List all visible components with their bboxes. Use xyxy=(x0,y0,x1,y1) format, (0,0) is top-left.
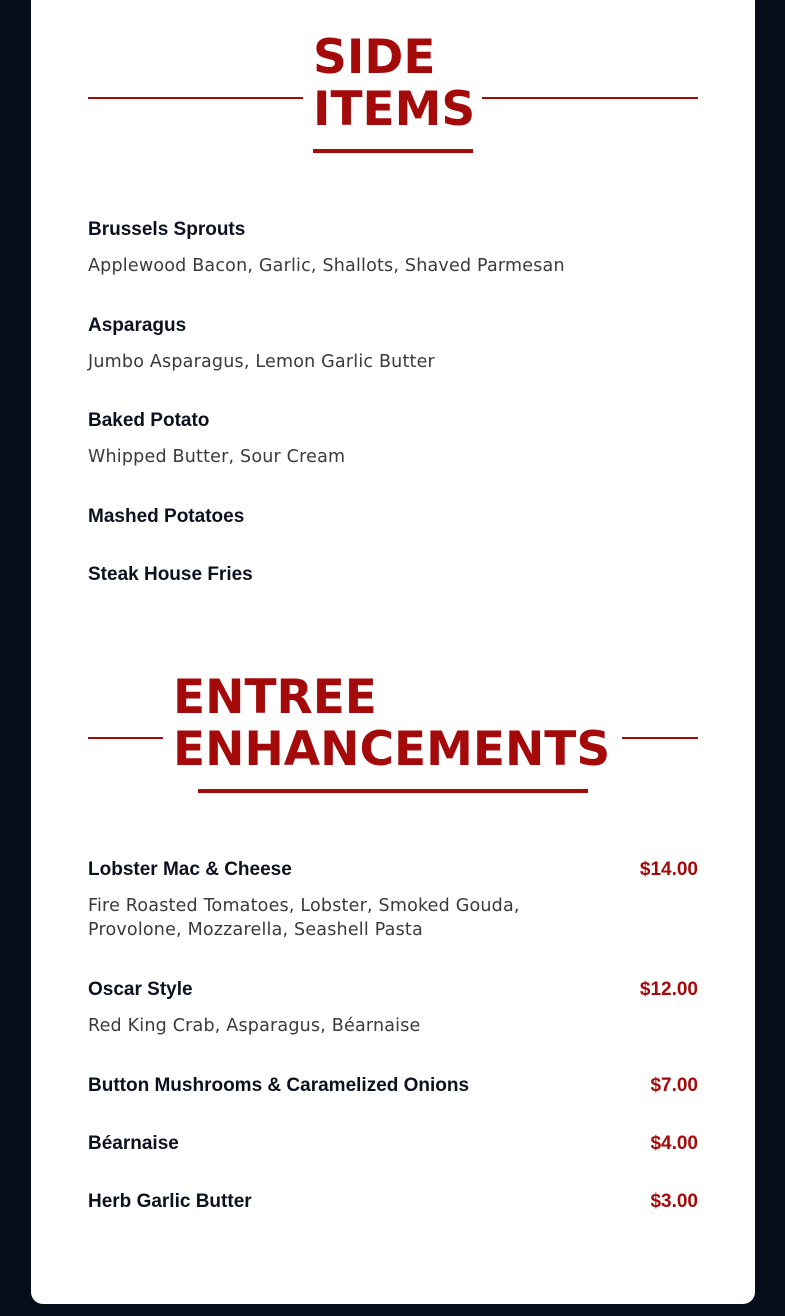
item-name: Oscar Style xyxy=(88,979,193,1000)
side-items-heading xyxy=(88,0,698,160)
item-name: Mashed Potatoes xyxy=(88,506,245,527)
item-description: Whipped Butter, Sour Cream xyxy=(88,447,346,467)
item-name: Button Mushrooms & Caramelized Onions xyxy=(88,1075,470,1096)
entree-enhancements-heading xyxy=(88,640,698,800)
item-price: $12.00 xyxy=(639,979,698,1000)
item-name: Herb Garlic Butter xyxy=(88,1191,252,1212)
section-title-line: ENHANCEMENTS xyxy=(173,722,611,777)
item-description: Jumbo Asparagus, Lemon Garlic Butter xyxy=(88,352,435,372)
section-title xyxy=(313,32,475,136)
heading-rule-left xyxy=(88,737,163,739)
item-price: $14.00 xyxy=(639,859,698,880)
item-name: Béarnaise xyxy=(88,1133,179,1154)
heading-rule-left xyxy=(88,97,303,99)
heading-underline xyxy=(313,149,473,153)
section-title-line: ITEMS xyxy=(313,82,476,137)
item-name: Asparagus xyxy=(88,315,187,336)
heading-underline xyxy=(198,789,588,793)
item-price: $7.00 xyxy=(650,1075,698,1096)
section-title-line: SIDE xyxy=(313,30,436,85)
item-name: Baked Potato xyxy=(88,410,210,431)
entree-enhancements-section xyxy=(88,640,698,1212)
item-name: Lobster Mac & Cheese xyxy=(88,859,292,880)
heading-rule-right xyxy=(622,737,698,739)
item-price: $4.00 xyxy=(650,1133,698,1154)
item-price: $3.00 xyxy=(650,1191,698,1212)
heading-rule-right xyxy=(482,97,698,99)
item-description: Fire Roasted Tomatoes, Lobster, Smoked Gouda, Provolone, Mozzarella, Seashell Pasta xyxy=(88,896,520,940)
item-description: Red King Crab, Asparagus, Béarnaise xyxy=(88,1016,421,1036)
item-name: Steak House Fries xyxy=(88,564,253,585)
item-description: Applewood Bacon, Garlic, Shallots, Shaved Parmesan xyxy=(88,256,565,276)
item-name: Brussels Sprouts xyxy=(88,219,246,240)
section-title xyxy=(173,672,610,776)
side-items-section xyxy=(88,0,698,585)
section-title-line: ENTREE xyxy=(173,670,377,725)
